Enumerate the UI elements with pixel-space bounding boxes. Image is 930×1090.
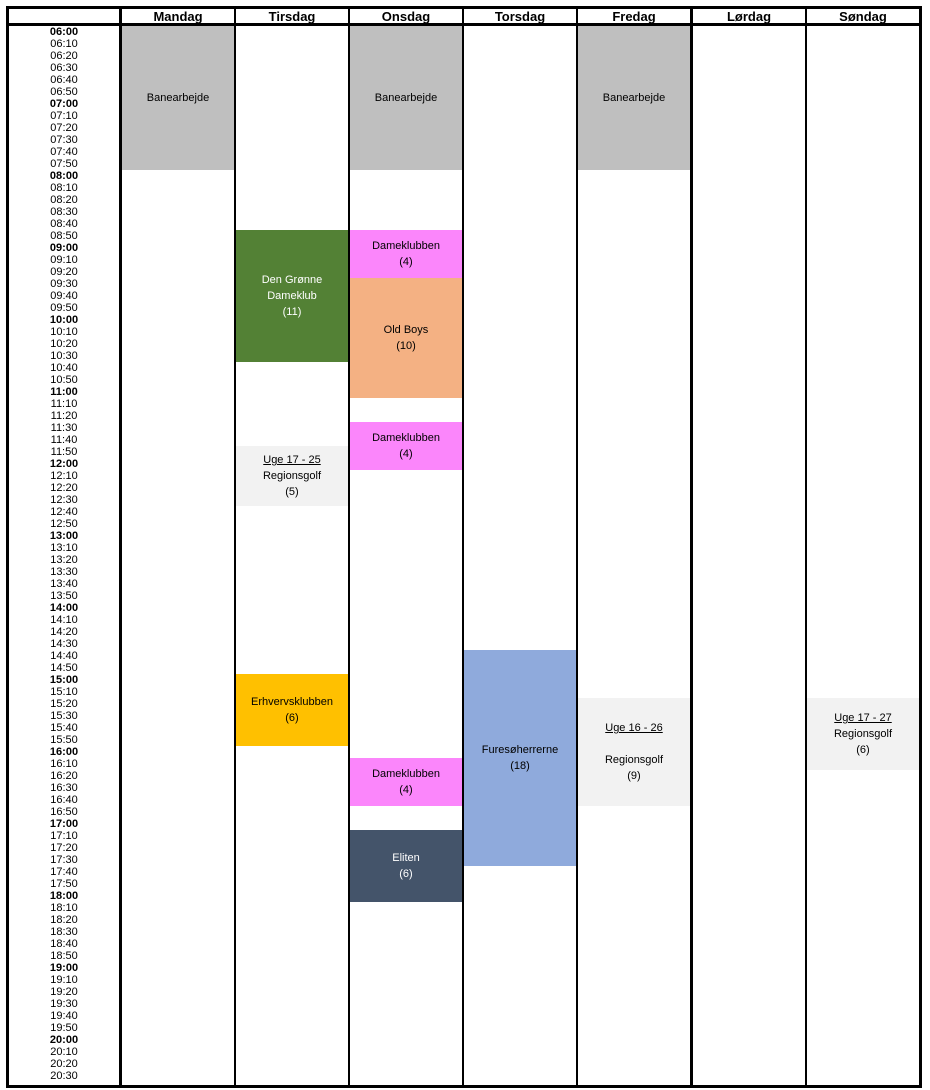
- day-header-fredag: Fredag: [576, 9, 690, 23]
- event-old-boys[interactable]: [350, 278, 462, 398]
- time-label: 11:00: [50, 386, 78, 398]
- time-label: 10:30: [50, 350, 78, 362]
- time-label: 16:40: [50, 794, 78, 806]
- time-label: 06:10: [50, 38, 78, 50]
- time-label: 13:30: [50, 566, 78, 578]
- time-label: 11:20: [50, 410, 78, 422]
- event-line: (4): [399, 784, 413, 796]
- time-label: 11:30: [50, 422, 78, 434]
- event-line: Banearbejde: [602, 92, 666, 104]
- event-erhvervsklubben[interactable]: [236, 674, 348, 746]
- time-label: 09:30: [50, 278, 78, 290]
- day-column-torsdag: [462, 26, 576, 1085]
- time-label: 17:50: [50, 878, 78, 890]
- time-label: 17:10: [50, 830, 78, 842]
- event-line: Regionsgolf: [833, 728, 893, 740]
- time-label: 15:00: [49, 674, 79, 686]
- time-label: 12:20: [50, 482, 78, 494]
- time-label: 07:10: [50, 110, 78, 122]
- time-label: 19:00: [49, 962, 79, 974]
- time-label: 20:20: [50, 1058, 78, 1070]
- time-label: 08:40: [50, 218, 78, 230]
- event-line: Furesøherrerne: [481, 744, 559, 756]
- event-line: Banearbejde: [146, 92, 210, 104]
- event-line: Dameklubben: [372, 240, 440, 252]
- event-line: (9): [627, 770, 641, 782]
- time-label: 10:10: [50, 326, 78, 338]
- time-label: 18:30: [50, 926, 78, 938]
- time-label: 17:30: [50, 854, 78, 866]
- time-label: 16:10: [50, 758, 78, 770]
- event-line: Eliten: [392, 852, 420, 864]
- time-label: 14:30: [50, 638, 78, 650]
- event-line: Erhvervsklubben: [251, 696, 333, 708]
- time-label: 15:30: [50, 710, 78, 722]
- day-header-row: [9, 9, 919, 26]
- time-label: 09:10: [50, 254, 78, 266]
- event-banearbejde-onsdag[interactable]: [350, 26, 462, 170]
- time-label: 16:30: [50, 782, 78, 794]
- day-header-tirsdag: Tirsdag: [234, 9, 348, 23]
- time-label: 09:20: [50, 266, 78, 278]
- event-line: (10): [396, 340, 416, 352]
- time-label: 12:50: [50, 518, 78, 530]
- event-regionsgolf-uge-17-25[interactable]: [236, 446, 348, 506]
- time-label: 13:50: [50, 590, 78, 602]
- time-label: 18:10: [50, 902, 78, 914]
- time-label: 09:40: [50, 290, 78, 302]
- time-label: 10:40: [50, 362, 78, 374]
- time-label: 15:10: [50, 686, 78, 698]
- time-label: 14:00: [49, 602, 79, 614]
- event-line: Regionsgolf: [604, 754, 664, 766]
- time-label: 08:00: [49, 170, 79, 182]
- time-label: 12:00: [49, 458, 79, 470]
- event-line: Dameklubben: [372, 768, 440, 780]
- event-line: (6): [399, 868, 413, 880]
- event-furesoeherrerne[interactable]: [464, 650, 576, 866]
- time-label: 06:50: [50, 86, 78, 98]
- time-label: 19:40: [50, 1010, 78, 1022]
- event-line: Den Grønne: [261, 274, 323, 286]
- time-label: 16:20: [50, 770, 78, 782]
- event-line: (6): [285, 712, 299, 724]
- event-dameklubben-middag[interactable]: [350, 422, 462, 470]
- time-column: [9, 26, 122, 1085]
- time-label: 19:30: [50, 998, 78, 1010]
- day-column-fredag: [576, 26, 690, 1085]
- time-label: 07:20: [50, 122, 78, 134]
- event-line: [632, 736, 635, 752]
- time-label: 14:40: [50, 650, 78, 662]
- event-line: Banearbejde: [374, 92, 438, 104]
- time-label: 10:20: [50, 338, 78, 350]
- day-column-loerdag: [690, 26, 805, 1085]
- time-label: 18:20: [50, 914, 78, 926]
- time-label: 08:20: [50, 194, 78, 206]
- time-label: 07:40: [50, 146, 78, 158]
- event-line: (4): [399, 448, 413, 460]
- time-label: 15:50: [50, 734, 78, 746]
- time-label: 14:10: [50, 614, 78, 626]
- time-label: 13:00: [49, 530, 79, 542]
- weekly-schedule-table: [6, 6, 922, 1088]
- schedule-body: [9, 26, 919, 1085]
- event-eliten[interactable]: [350, 830, 462, 902]
- time-label: 07:50: [50, 158, 78, 170]
- time-label: 14:20: [50, 626, 78, 638]
- time-label: 15:40: [50, 722, 78, 734]
- time-label: 16:00: [49, 746, 79, 758]
- time-label: 18:50: [50, 950, 78, 962]
- time-label: 07:00: [49, 98, 79, 110]
- time-label: 19:20: [50, 986, 78, 998]
- time-label: 12:30: [50, 494, 78, 506]
- event-line: Old Boys: [383, 324, 429, 336]
- event-line: (4): [399, 256, 413, 268]
- day-column-mandag: [122, 26, 234, 1085]
- time-label: 16:50: [50, 806, 78, 818]
- event-den-groenne-dameklub[interactable]: [236, 230, 348, 362]
- day-header-soendag: Søndag: [805, 9, 919, 23]
- time-label: 06:20: [50, 50, 78, 62]
- time-label: 08:10: [50, 182, 78, 194]
- corner-cell: [9, 9, 122, 23]
- day-column-tirsdag: [234, 26, 348, 1085]
- day-header-onsdag: Onsdag: [348, 9, 462, 23]
- time-label: 08:50: [50, 230, 78, 242]
- day-header-loerdag: Lørdag: [690, 9, 805, 23]
- event-line: Uge 17 - 25: [263, 454, 321, 466]
- time-label: 20:30: [50, 1070, 78, 1082]
- day-header-mandag: Mandag: [153, 9, 203, 23]
- event-line: Regionsgolf: [262, 470, 322, 482]
- event-line: (18): [510, 760, 530, 772]
- event-line: Dameklubben: [372, 432, 440, 444]
- event-line: (5): [285, 486, 299, 498]
- time-label: 06:30: [50, 62, 78, 74]
- time-label: 08:30: [50, 206, 78, 218]
- time-label: 14:50: [50, 662, 78, 674]
- time-label: 10:50: [50, 374, 78, 386]
- time-label: 13:20: [50, 554, 78, 566]
- time-label: 12:40: [50, 506, 78, 518]
- time-label: 12:10: [50, 470, 78, 482]
- event-line: (6): [856, 744, 870, 756]
- time-label: 06:00: [49, 26, 79, 38]
- time-label: 11:10: [50, 398, 78, 410]
- time-label: 09:50: [50, 302, 78, 314]
- time-label: 19:50: [50, 1022, 78, 1034]
- time-label: 15:20: [50, 698, 78, 710]
- event-line: Dameklub: [267, 290, 317, 302]
- event-banearbejde-mandag[interactable]: [122, 26, 234, 170]
- time-label: 13:40: [50, 578, 78, 590]
- time-label: 18:00: [49, 890, 79, 902]
- time-label: 17:00: [49, 818, 79, 830]
- time-label: 06:40: [50, 74, 78, 86]
- time-label: 19:10: [50, 974, 78, 986]
- event-regionsgolf-uge-17-27[interactable]: [807, 698, 919, 770]
- time-label: 17:20: [50, 842, 78, 854]
- event-line: (11): [282, 306, 302, 318]
- time-label: 10:00: [49, 314, 79, 326]
- day-column-onsdag: [348, 26, 462, 1085]
- time-label: 18:40: [50, 938, 78, 950]
- time-label: 17:40: [50, 866, 78, 878]
- day-header-torsdag: Torsdag: [462, 9, 576, 23]
- event-banearbejde-fredag[interactable]: [578, 26, 690, 170]
- day-column-soendag: [805, 26, 919, 1085]
- event-line: Uge 17 - 27: [834, 712, 892, 724]
- time-label: 20:00: [49, 1034, 79, 1046]
- time-label: 13:10: [50, 542, 78, 554]
- time-label: 11:40: [50, 434, 78, 446]
- event-dameklubben-morgen[interactable]: [350, 230, 462, 278]
- event-regionsgolf-uge-16-26[interactable]: [578, 698, 690, 806]
- time-label: 09:00: [49, 242, 79, 254]
- time-label: 07:30: [50, 134, 78, 146]
- event-dameklubben-eftermiddag[interactable]: [350, 758, 462, 806]
- time-label: 20:10: [50, 1046, 78, 1058]
- event-line: Uge 16 - 26: [605, 722, 663, 734]
- time-label: 11:50: [50, 446, 78, 458]
